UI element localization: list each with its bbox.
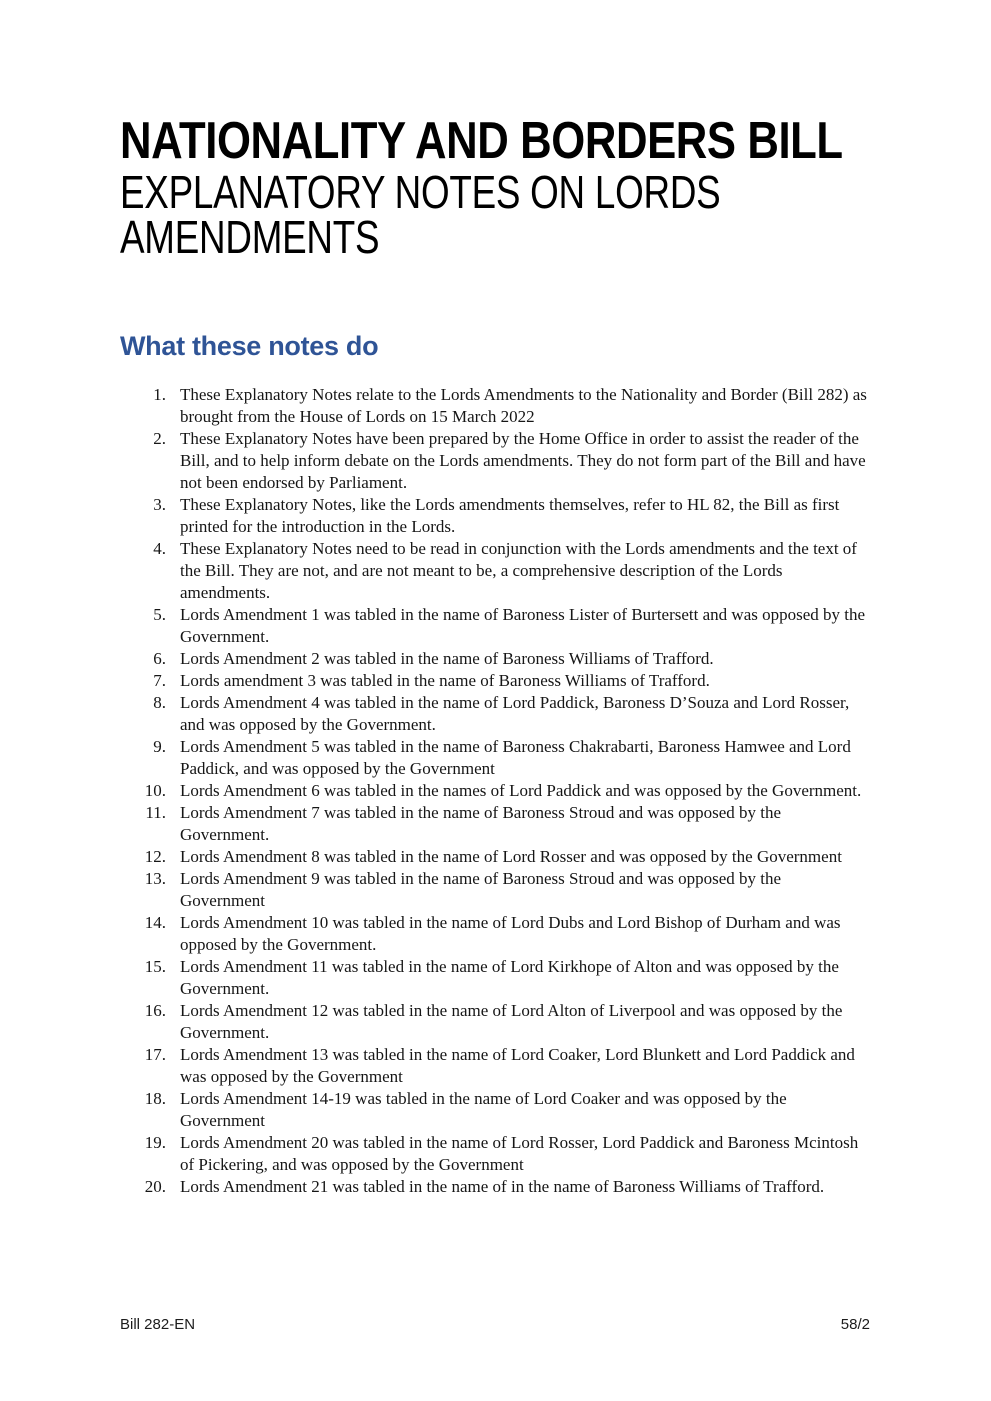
list-item	[120, 1044, 870, 1088]
document-subtitle-line-2: AMENDMENTS	[120, 211, 380, 263]
page-footer	[120, 1316, 870, 1334]
document-subtitle-line-1: EXPLANATORY NOTES ON LORDS	[120, 166, 721, 218]
list-item	[120, 802, 870, 846]
list-item	[120, 868, 870, 912]
list-item-number: 9.	[153, 737, 166, 756]
notes-list	[120, 384, 870, 1198]
list-item-text: These Explanatory Notes, like the Lords amendments themselves, refer to HL 82, the Bill as first printed for the introduction in the Lords.	[180, 495, 840, 536]
list-item-number: 10.	[144, 781, 166, 800]
list-item-text: Lords Amendment 2 was tabled in the name of Baroness Williams of Trafford.	[180, 649, 714, 668]
list-item	[120, 1088, 870, 1132]
list-item-number: 11.	[145, 803, 166, 822]
list-item-number: 17.	[144, 1045, 166, 1064]
list-item-text: Lords Amendment 1 was tabled in the name of Baroness Lister of Burtersett and was opposed by the Government.	[180, 605, 866, 646]
list-item	[120, 384, 870, 428]
list-item-number: 16.	[144, 1001, 166, 1020]
footer-bill-number: Bill 282-EN	[120, 1316, 196, 1333]
list-item-number: 1.	[153, 385, 166, 404]
list-item-text: These Explanatory Notes have been prepared by the Home Office in order to assist the reader of the Bill, and to help inform debate on the Lords amendments. They do not form part of the Bill and have not been endorsed by Parliament.	[180, 429, 866, 492]
list-item	[120, 780, 870, 802]
list-item-number: 18.	[144, 1089, 166, 1108]
list-item	[120, 956, 870, 1000]
list-item-number: 6.	[153, 649, 166, 668]
list-item-number: 20.	[144, 1177, 166, 1196]
list-item-text: Lords Amendment 11 was tabled in the name of Lord Kirkhope of Alton and was opposed by the Government.	[180, 957, 839, 998]
list-item-text: These Explanatory Notes relate to the Lords Amendments to the Nationality and Border (Bill 282) as brought from the House of Lords on 15 March 2022	[180, 385, 867, 426]
list-item	[120, 1132, 870, 1176]
list-item	[120, 494, 870, 538]
list-item-text: Lords Amendment 13 was tabled in the name of Lord Coaker, Lord Blunkett and Lord Paddick and was opposed by the Government	[180, 1045, 855, 1086]
list-item-text: Lords Amendment 20 was tabled in the name of Lord Rosser, Lord Paddick and Baroness Mcintosh of Pickering, and was opposed by the Government	[180, 1133, 859, 1174]
list-item-number: 14.	[144, 913, 166, 932]
list-item-text: Lords Amendment 12 was tabled in the name of Lord Alton of Liverpool and was opposed by the Government.	[180, 1001, 843, 1042]
list-item	[120, 736, 870, 780]
list-item-number: 13.	[144, 869, 166, 888]
list-item-number: 4.	[153, 539, 166, 558]
list-item	[120, 428, 870, 494]
list-item-text: Lords Amendment 10 was tabled in the name of Lord Dubs and Lord Bishop of Durham and was opposed by the Government.	[180, 913, 841, 954]
list-item-text: Lords Amendment 7 was tabled in the name of Baroness Stroud and was opposed by the Government.	[180, 803, 782, 844]
list-item	[120, 912, 870, 956]
list-item-number: 12.	[144, 847, 166, 866]
list-item-number: 2.	[153, 429, 166, 448]
list-item-text: Lords Amendment 8 was tabled in the name of Lord Rosser and was opposed by the Government	[180, 847, 842, 866]
list-item	[120, 648, 870, 670]
list-item-text: Lords Amendment 4 was tabled in the name of Lord Paddick, Baroness D’Souza and Lord Rosser, and was opposed by the Government.	[180, 693, 850, 734]
section-heading: What these notes do	[120, 331, 379, 361]
list-item	[120, 1176, 870, 1198]
list-item-number: 5.	[153, 605, 166, 624]
list-item-number: 7.	[153, 671, 166, 690]
list-item	[120, 670, 870, 692]
list-item-text: Lords Amendment 9 was tabled in the name of Baroness Stroud and was opposed by the Government	[180, 869, 782, 910]
list-item-number: 19.	[144, 1133, 166, 1152]
list-item	[120, 692, 870, 736]
list-item	[120, 846, 870, 868]
list-item-text: Lords Amendment 14-19 was tabled in the name of Lord Coaker and was opposed by the Government	[180, 1089, 787, 1130]
list-item-text: Lords Amendment 6 was tabled in the names of Lord Paddick and was opposed by the Government.	[180, 781, 862, 800]
list-item-number: 3.	[153, 495, 166, 514]
footer-page-number: 58/2	[840, 1316, 870, 1333]
list-item-text: Lords Amendment 5 was tabled in the name of Baroness Chakrabarti, Baroness Hamwee and Lord Paddick, and was opposed by the Government	[180, 737, 851, 778]
list-item-text: Lords Amendment 21 was tabled in the name of in the name of Baroness Williams of Trafford.	[180, 1177, 825, 1196]
document-header	[0, 0, 991, 263]
list-item	[120, 604, 870, 648]
list-item-text: Lords amendment 3 was tabled in the name of Baroness Williams of Trafford.	[180, 671, 710, 690]
list-item	[120, 538, 870, 604]
list-item	[120, 1000, 870, 1044]
document-title: NATIONALITY AND BORDERS BILL	[120, 112, 843, 170]
list-item-number: 15.	[144, 957, 166, 976]
list-item-text: These Explanatory Notes need to be read in conjunction with the Lords amendments and the text of the Bill. They are not, and are not meant to be, a comprehensive description of the Lords amendments.	[180, 539, 857, 602]
list-item-number: 8.	[153, 693, 166, 712]
